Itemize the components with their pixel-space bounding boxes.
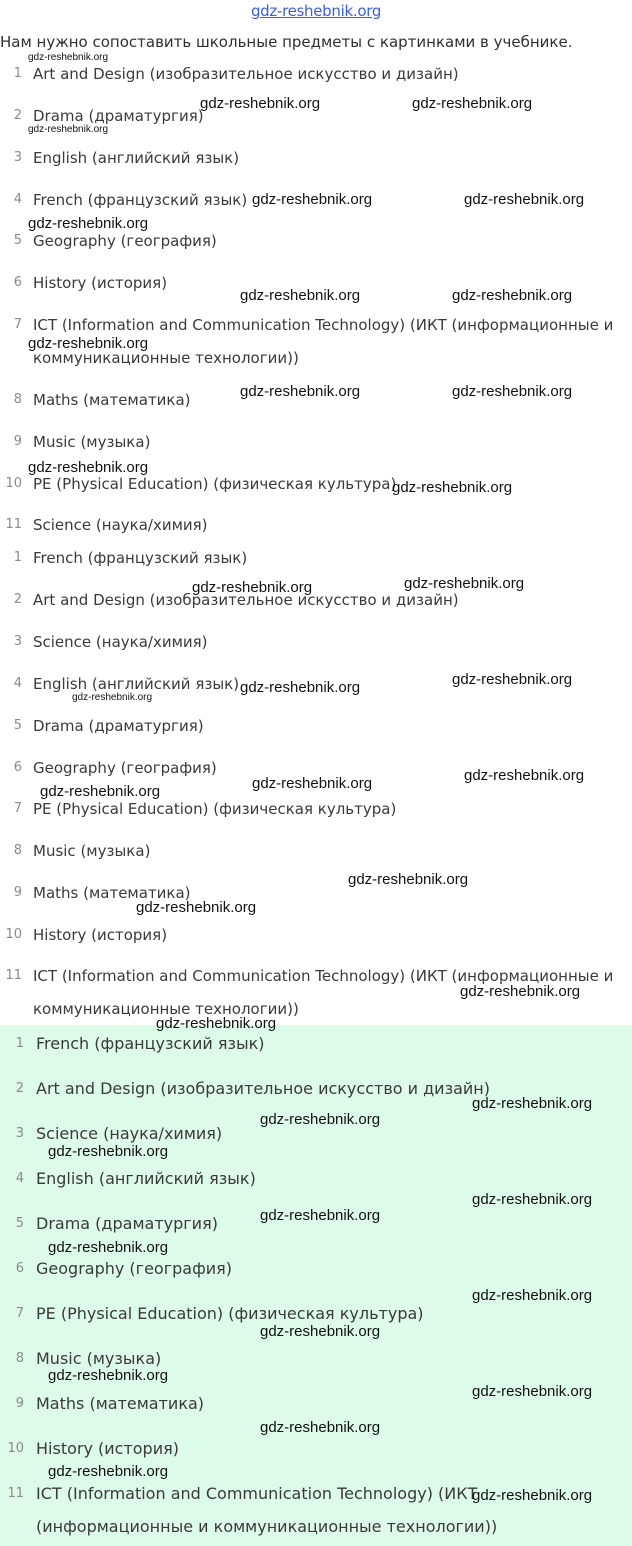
watermark-text: gdz-reshebnik.org [40,783,161,800]
watermark-text: gdz-reshebnik.org [28,215,149,232]
watermark-text: gdz-reshebnik.org [260,1323,381,1340]
watermark-text: gdz-reshebnik.org [28,124,109,135]
watermark-text: gdz-reshebnik.org [48,1367,169,1384]
watermark-text: gdz-reshebnik.org [48,1239,169,1256]
watermark-text: gdz-reshebnik.org [260,1111,381,1128]
watermark-text: gdz-reshebnik.org [404,575,525,592]
watermark-text: gdz-reshebnik.org [464,191,585,208]
watermark-text: gdz-reshebnik.org [48,1463,169,1480]
watermark-text: gdz-reshebnik.org [464,767,585,784]
watermark-text: gdz-reshebnik.org [240,287,361,304]
subject-lists: 1 Art and Design (изобразительное искусство и дизайн) 2 Drama (драматургия) 3 English (английский язык) 4 French (французский язык) 5 Geography (география) 6 History (история) 7 ICT (Information and Communication Technology) (ИКТ (информационные и коммуникационные технологии)) 8 Maths (математика) 9 Music (музыка) 10 PE (Physical Education) (физическая культура) 11 Science (наука/химия) 1 French (французский язык) 2 Art and Design (изобразительное искусство и дизайн) 3 Science (наука/химия) 4 English (английский язык) 5 Drama (драматургия) 6 Geography (география) 7 PE (Physical Education) (физическая культура) 8 Music (музыка) 9 Maths (математика) 10 History (история) 11 ICT (Information and Communication Technology) (ИКТ (информационные и коммуникационные технологии)) 1 French (французский язык) 2 Art and Design (изобразительное искусство и дизайн) 3 Science (наука/химия) 4 English (английский язык) 5 Drama (драматургия) 6 Geography (география) 7 PE (Physical Education) (физическая культура) 8 Music (музыка) 9 Maths (математика) 10 History (история) 11 ICT (Information and Communication Technology) (ИКТ (информационные и коммуникационные технологии)) [5,65,614,1536]
watermark-text: gdz-reshebnik.org [136,899,257,916]
watermark-text: gdz-reshebnik.org [240,679,361,696]
watermark-text: gdz-reshebnik.org [240,383,361,400]
watermark-text: gdz-reshebnik.org [392,479,513,496]
watermark-text: gdz-reshebnik.org [156,1015,277,1032]
watermark-text: gdz-reshebnik.org [72,692,153,703]
watermark-text: gdz-reshebnik.org [252,191,373,208]
watermark-text: gdz-reshebnik.org [28,459,149,476]
watermark-text: gdz-reshebnik.org [452,287,573,304]
watermark-text: gdz-reshebnik.org [28,52,109,63]
watermark-text: gdz-reshebnik.org [200,95,321,112]
watermark-text: gdz-reshebnik.org [260,1419,381,1436]
watermark-text: gdz-reshebnik.org [472,1191,593,1208]
watermark-text: gdz-reshebnik.org [472,1287,593,1304]
watermark-text: gdz-reshebnik.org [452,671,573,688]
watermark-text: gdz-reshebnik.org [472,1383,593,1400]
watermark-text: gdz-reshebnik.org [28,335,149,352]
watermark-text: gdz-reshebnik.org [260,1207,381,1224]
watermark-text: gdz-reshebnik.org [472,1095,593,1112]
watermark-text: gdz-reshebnik.org [48,1143,169,1160]
watermark-text: gdz-reshebnik.org [252,775,373,792]
watermark-text: gdz-reshebnik.org [192,579,313,596]
watermark-text: gdz-reshebnik.org [460,983,581,1000]
watermark-text: gdz-reshebnik.org [412,95,533,112]
header-watermark-link[interactable]: gdz-reshebnik.org [250,2,382,20]
watermark-text: gdz-reshebnik.org [472,1487,593,1504]
watermark-text: gdz-reshebnik.org [452,383,573,400]
intro-text: Нам нужно сопоставить школьные предметы с картинками в учебнике. [0,33,573,51]
watermark-text: gdz-reshebnik.org [348,871,469,888]
